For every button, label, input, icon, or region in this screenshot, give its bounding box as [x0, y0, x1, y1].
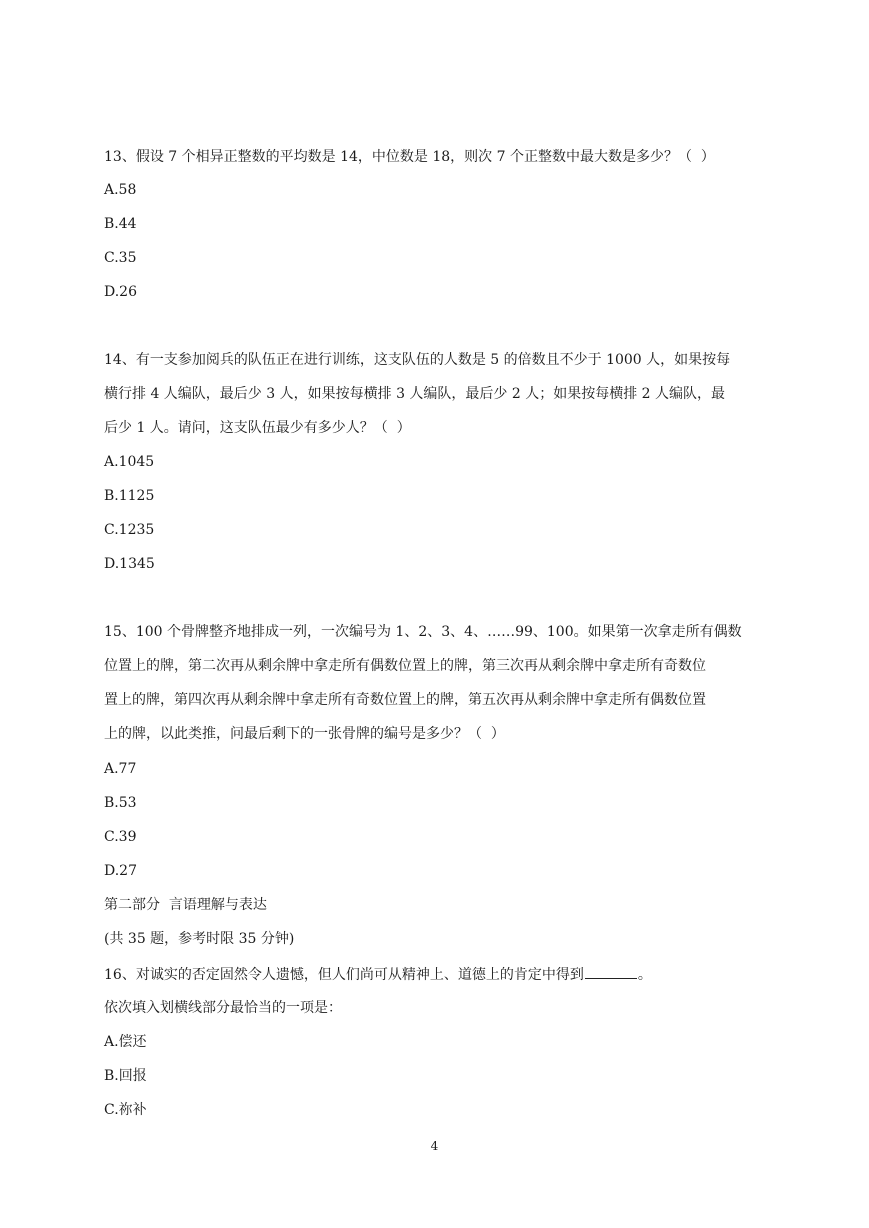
- question-15-option-d: D.27: [104, 863, 137, 879]
- question-15-option-b: B.53: [104, 795, 137, 811]
- question-14-option-c: C.1235: [104, 522, 155, 538]
- question-13-option-d: D.26: [104, 284, 137, 300]
- question-16-stem-before: 16、对诚实的否定固然令人遗憾，但人们尚可从精神上、道德上的肯定中得到: [104, 967, 584, 983]
- question-15-stem-line-4: 上的牌，以此类推，问最后剩下的一张骨牌的编号是多少？（ ）: [104, 726, 505, 742]
- section-note: (共 35 题，参考时限 35 分钟): [104, 931, 295, 947]
- question-14-option-d: D.1345: [104, 556, 155, 572]
- section-title: 第二部分 言语理解与表达: [104, 897, 267, 913]
- question-16-instruction: 依次填入划横线部分最恰当的一项是：: [104, 1000, 342, 1016]
- question-15-option-c: C.39: [104, 829, 137, 845]
- question-16-option-c: C.祢补: [104, 1102, 147, 1118]
- question-13-option-b: B.44: [104, 216, 137, 232]
- question-14-stem-line-1: 14、有一支参加阅兵的队伍正在进行训练，这支队伍的人数是 5 的倍数且不少于 1000 人，如果按每: [104, 352, 731, 368]
- question-15-stem-line-1: 15、100 个骨牌整齐地排成一列，一次编号为 1、2、3、4、……99、100。如果第一次拿走所有偶数: [104, 624, 742, 640]
- question-14-stem-line-3: 后少 1 人。请问，这支队伍最少有多少人？（ ）: [104, 420, 411, 436]
- question-13-option-a: A.58: [104, 182, 137, 198]
- question-14-option-b: B.1125: [104, 488, 155, 504]
- question-14-stem-line-2: 横行排 4 人编队，最后少 3 人，如果按每横排 3 人编队，最后少 2 人；如果按每横排 2 人编队，最: [104, 386, 726, 402]
- question-14-option-a: A.1045: [104, 454, 155, 470]
- fill-in-blank: [585, 964, 637, 979]
- question-16-option-b: B.回报: [104, 1068, 147, 1084]
- page-number: 4: [430, 1139, 439, 1153]
- question-15-stem-line-3: 置上的牌，第四次再从剩余牌中拿走所有奇数位置上的牌，第五次再从剩余牌中拿走所有偶数位置: [104, 692, 706, 708]
- question-13-option-c: C.35: [104, 250, 137, 266]
- question-13-stem: 13、假设 7 个相异正整数的平均数是 14，中位数是 18，则次 7 个正整数中最大数是多少？（ ）: [104, 149, 715, 165]
- question-15-stem-line-2: 位置上的牌，第二次再从剩余牌中拿走所有偶数位置上的牌，第三次再从剩余牌中拿走所有奇数位: [104, 658, 706, 674]
- question-16-option-a: A.偿还: [104, 1034, 147, 1050]
- question-16-stem: [104, 964, 652, 985]
- question-15-option-a: A.77: [104, 761, 137, 777]
- question-16-stem-after: 。: [637, 967, 652, 983]
